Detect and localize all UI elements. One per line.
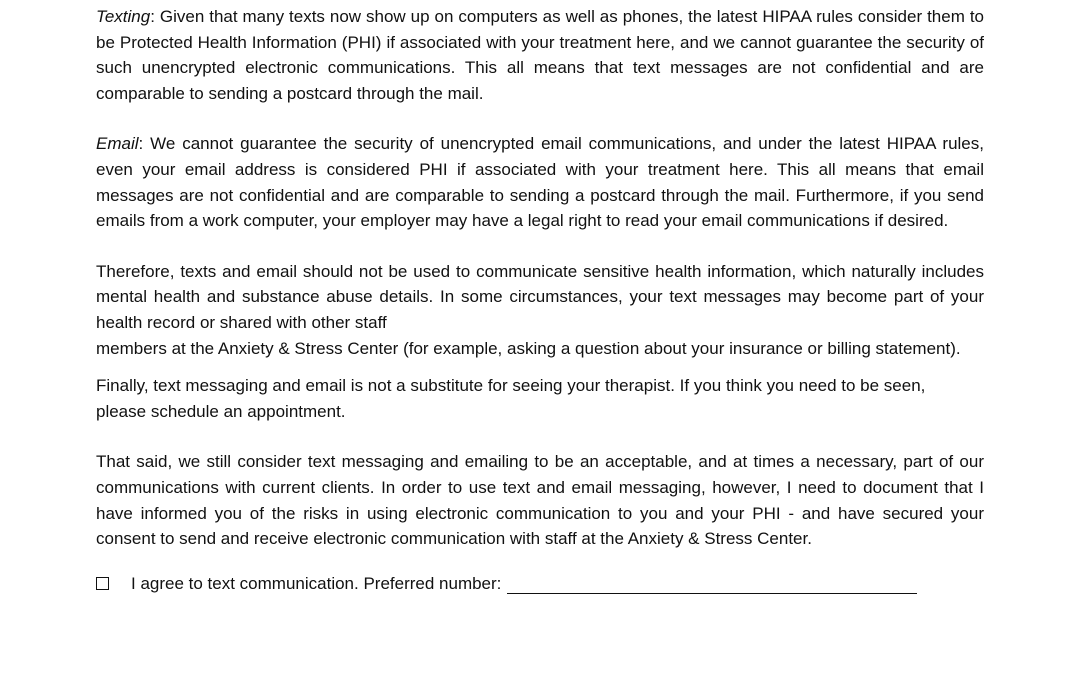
texting-lead: Texting (96, 7, 151, 26)
email-body: : We cannot guarantee the security of unencrypted email communications, and under the latest HIPAA rules, even your email address is considered PHI if associated with your treatment here. This all means that email messages are not confidential and are comparable to sending a postcard through the mail. Furthermore, if you send emails from a work computer, your employer may have a legal right to read your email communications if desired. (96, 134, 984, 231)
text-consent-row (96, 571, 984, 597)
texting-body: : Given that many texts now show up on computers as well as phones, the latest HIPAA rules consider them to be Protected Health Information (PHI) if associated with your treatment here, and we cannot guarantee the security of such unencrypted electronic communications. This all means that text messages are not confidential and are comparable to sending a postcard through the mail. (96, 7, 984, 103)
email-paragraph (96, 131, 984, 233)
therefore-paragraph-part2: members at the Anxiety & Stress Center (for example, asking a question about your insurance or billing statement). (96, 338, 961, 358)
finally-paragraph: Finally, text messaging and email is not a substitute for seeing your therapist. If you think you need to be seen, please schedule an appointment. (96, 376, 926, 421)
document-page (96, 4, 984, 596)
therefore-paragraph-part1: Therefore, texts and email should not be used to communicate sensitive health information, which naturally includes mental health and substance abuse details. In some circumstances, your text messages may become part of your health record or shared with other staff (96, 261, 984, 332)
texting-paragraph (96, 4, 984, 106)
preferred-number-field[interactable] (507, 575, 917, 594)
email-lead: Email (96, 134, 139, 154)
text-consent-checkbox[interactable] (96, 577, 109, 590)
text-consent-label: I agree to text communication. Preferred number: (131, 573, 502, 593)
that-said-paragraph: That said, we still consider text messaging and emailing to be an acceptable, and at times a necessary, part of our communications with current clients. In order to use text and email messaging, however, I need to document that I have informed you of the risks in using electronic communication to you and your PHI - and have secured your consent to send and receive electronic communication with staff at the Anxiety & Stress Center. (96, 452, 984, 549)
